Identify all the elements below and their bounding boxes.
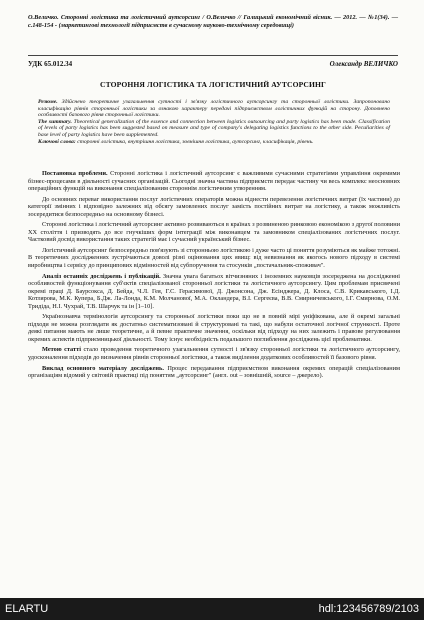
resume-paragraph bbox=[38, 99, 390, 119]
keywords-paragraph bbox=[38, 139, 390, 146]
body-paragraph bbox=[28, 346, 400, 361]
section-heading: Постановка проблеми. bbox=[42, 170, 108, 177]
section-heading: Аналіз останніх досліджень і публікацій. bbox=[42, 272, 161, 280]
body-paragraph bbox=[28, 196, 400, 219]
body-paragraph bbox=[28, 221, 400, 244]
citation-header: О.Величко. Сторонні логістика та логістичний аутсорсинг / О.Величко // Галицький економічний вісник. — 2012. — №1(34). — с.148-154 - (маркетингові технології підприємств в сучасному науково-технічному середовищі) bbox=[28, 14, 398, 29]
keywords-label: Ключові слова: bbox=[38, 138, 76, 145]
resume-label: Резюме. bbox=[38, 99, 58, 105]
udk-code: УДК 65.012.34 bbox=[28, 60, 73, 68]
handle-identifier: hdl:123456789/2103 bbox=[318, 603, 419, 615]
body-paragraph bbox=[28, 365, 400, 380]
paragraph-text: Сторонні логістика і логістичний аутсорсинг активно розвиваються в країнах з розвиненою ринковою економікою з другої половини XX століття і призводять до все гнучкіших форм інтеграції між виконавцем та замовником спеціалізованих логістичних послуг. Частковий досвід використання таких стратегій має і сучасний український бізнес. bbox=[28, 221, 400, 244]
paragraph-text: Значна увага багатьох вітчизняних і іноземних науковців зосереджена на дослідженні особливостей функціонування суб'єктів спеціалізованої сторонньої логістики та логістичного аутсорсингу. Цим проблемам присвячені окремі праці Д. Баурсокса, Д. Бейда, Ч.Л. Гея, Г.С. Герасимової, Д. Джонсона, Дж. Есінджера, Д. Клоса, С.В. Крикавського, І.Д. Котлярова, М.К. Купера, Б.Дж. Ла-Лонда, К.М. Молчанової, М.А. Окландера, В.І. Сергеєва, В.В. Смирничевського, І.Г. Смирнова, О.М. Тридіда, Н.І. Чухрай, Т.В. Шарчук та ін [1–10]. bbox=[28, 272, 401, 310]
body-paragraph bbox=[28, 170, 400, 193]
repository-name: ELARTU bbox=[5, 603, 49, 615]
paragraph-text: Логістичний аутсорсинг безпосередньо пов'язують зі сторонньою логістикою і дуже часто ці поняття розуміються як майже тотожні. В теоретичних дослідженнях зустрічаються доволі різні оцінювання цих явищ: від невизнання як якогось нового підходу в системі виробництва і сервісу до принципових відмінностей від субпоручення та стосунків „постачальник-споживач". bbox=[28, 246, 400, 270]
summary-label: The summary. bbox=[38, 118, 72, 125]
section-heading: Метою статті bbox=[42, 346, 81, 354]
abstract-block bbox=[38, 99, 390, 145]
viewer-footer-bar bbox=[0, 598, 424, 620]
article-body bbox=[28, 170, 400, 383]
resume-text: Здійснено теоретичне узагальнення сутності і зв'язку логістичного аутсорсингу та сторонньої логістики. Запропоновано класифікацію рівнів сторонньої логістики за ознакою характеру передачі підприємством логістичних функцій на сторону. Доповнено особливості базового рівня сторонньої логістики. bbox=[38, 99, 390, 119]
body-paragraph bbox=[28, 273, 400, 311]
paragraph-text: До основних переваг використання послуг логістичних операторів можна віднести перевезення логістичних витрат (їх частини) до категорії змінних і відповідно залежних від обсягу замовлених послуг замість постійних витрат на логістику, а також можливість зосередитися безпосередньо на основному бізнесі. bbox=[28, 195, 400, 218]
body-paragraph bbox=[28, 247, 400, 270]
keywords-text: сторонні логістика, внутрішня логістика, зовнішня логістика, аутсорсинг, класифікація, рівень. bbox=[77, 138, 314, 145]
header-rule bbox=[28, 55, 398, 56]
body-paragraph bbox=[28, 313, 400, 343]
paragraph-text: стало проведення теоретичного узагальнення сутності і зв'язку сторонньої логістики та логістичного аутсорсингу, удосконалення підходів до визначення рівнів сторонньої логістики, а також виділення додаткових особливостей її базового рівня. bbox=[28, 346, 400, 362]
paragraph-text: Українознавча термінологія аутсорсингу та сторонньої логістики поки що не в повній мірі уніфікована, але й окремі загальні підходи не можна розглядати як достатньо систематизовані й структуровані та такі, що набули остаточної логічної стрункості. Проте деякі питання мають не лише теоретичне, а й певне практичне значення, оскільки від підходу на них залежить і правове регулювання окремих аспектів підприємницької діяльності. Тому існує необхідність подальшого поглиблення досліджень цієї проблематики. bbox=[28, 313, 400, 343]
paragraph-text: Процес передавання підприємством виконання окремих операцій спеціалізованим організаціям відомий у світовій практиці під поняттям „аутсорсинг" (англ. out – зовнішній, source – джерело). bbox=[28, 364, 400, 380]
summary-text: Theoretical generalization of the essence and connection between logistics outsourcing and party logistics has been made. Classification of levels of party logistics has been suggested based on measure and type of company's delegating logistics functions to the other side. Peculiarities of base level of party logistics have been supplemented. bbox=[38, 118, 391, 138]
article-title: СТОРОННЯ ЛОГІСТИКА ТА ЛОГІСТИЧНИЙ АУТСОРСИНГ bbox=[100, 80, 326, 89]
paragraph-text: Сторонні логістика і логістичний аутсорсинг є важливими сучасними стратегіями управління окремими бізнес-процесами в діяльності сучасних організацій. Сьогодні значна частина підприємств передає частину чи весь комплекс неосновних операційних функцій на виконання спеціалізованим стороннім логістичним утворенням. bbox=[28, 170, 401, 193]
summary-paragraph bbox=[38, 119, 390, 139]
section-heading: Виклад основного матеріалу досліджень. bbox=[42, 364, 164, 372]
author-name: Олександр ВЕЛИЧКО bbox=[329, 60, 398, 68]
